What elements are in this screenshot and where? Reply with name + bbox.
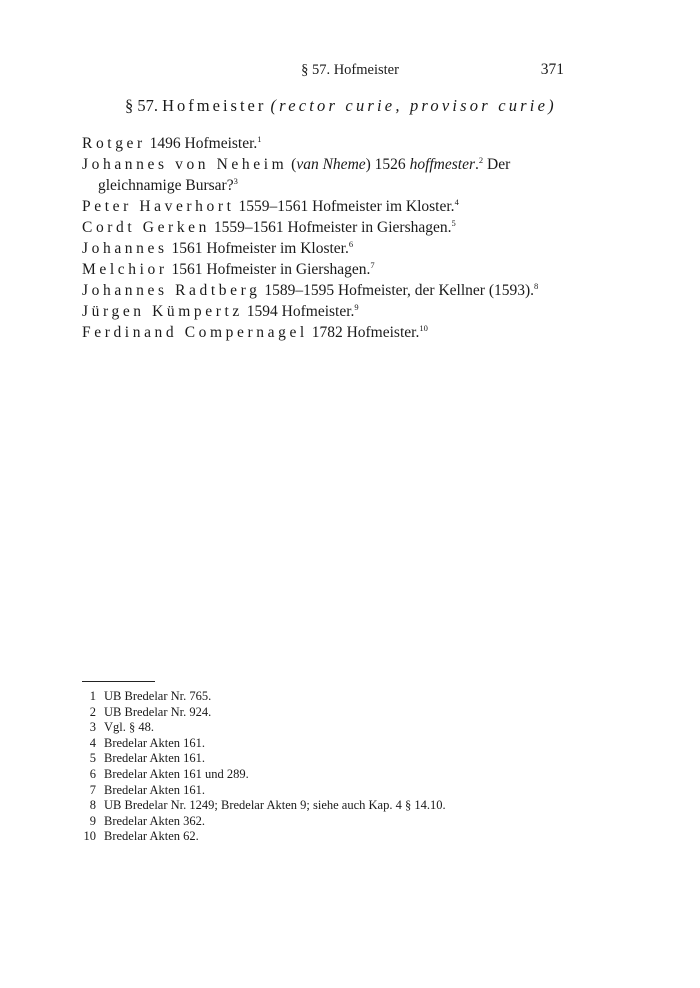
footnote bbox=[82, 705, 568, 721]
footnote bbox=[82, 736, 568, 752]
footnote bbox=[82, 814, 568, 830]
footnote-number: 9 bbox=[89, 813, 96, 828]
footnote-ref: 2 bbox=[478, 155, 484, 165]
entry bbox=[82, 155, 568, 196]
footnote-number: 1 bbox=[89, 689, 96, 703]
entry-text: 1782 Hofmeister. bbox=[307, 323, 420, 341]
entry-name: Melchior bbox=[82, 260, 168, 278]
entry bbox=[82, 302, 568, 323]
footnote-text: Bredelar Akten 362. bbox=[104, 813, 206, 828]
footnote bbox=[82, 767, 568, 783]
footnote-text: UB Bredelar Nr. 765. bbox=[104, 689, 212, 703]
footnote-text: Bredelar Akten 161. bbox=[104, 735, 206, 750]
entry-name: Jürgen Kümpertz bbox=[82, 302, 243, 320]
footnote-text: Bredelar Akten 161 und 289. bbox=[104, 766, 249, 781]
footnote-number: 2 bbox=[89, 704, 96, 719]
entry-name: Ferdinand Compernagel bbox=[82, 323, 308, 341]
entry-name: Peter Haverhort bbox=[82, 197, 235, 215]
footnote-ref: 5 bbox=[451, 217, 456, 228]
entry bbox=[82, 260, 568, 281]
entry bbox=[82, 281, 568, 302]
footnote-ref: 6 bbox=[348, 238, 354, 249]
entry-italic-text: hoffmester bbox=[409, 156, 475, 173]
footnote-text: Vgl. § 48. bbox=[104, 720, 154, 735]
footnote-number: 4 bbox=[89, 735, 96, 750]
entry-text: 1594 Hofmeister. bbox=[242, 302, 355, 320]
entry-text: 1496 Hofmeister. bbox=[145, 135, 258, 152]
entry-text: . bbox=[475, 156, 479, 173]
entry-list bbox=[82, 134, 568, 344]
footnote bbox=[82, 751, 568, 767]
entry-text: 1561 Hofmeister in Giershagen. bbox=[167, 260, 371, 278]
entry-name: Rotger bbox=[82, 135, 146, 152]
entry bbox=[82, 323, 568, 344]
footnote-number: 10 bbox=[83, 829, 96, 844]
running-title: § 57. Hofmeister bbox=[301, 62, 399, 78]
footnote-ref: 8 bbox=[534, 280, 539, 291]
footnote-number: 7 bbox=[89, 782, 96, 797]
entry-name: Johannes Radtberg bbox=[82, 281, 261, 299]
entry-text: 1559–1561 Hofmeister im Kloster. bbox=[234, 197, 455, 215]
footnote bbox=[82, 783, 568, 799]
entry bbox=[82, 197, 568, 218]
entry-text: 1589–1595 Hofmeister, der Kellner (1593). bbox=[260, 281, 535, 299]
footnote-ref: 9 bbox=[354, 301, 359, 312]
footnote-list bbox=[82, 689, 568, 845]
footnote bbox=[82, 829, 568, 845]
footnote bbox=[82, 798, 568, 814]
footnote-number: 5 bbox=[89, 751, 96, 766]
entry-name: Cordt Gerken bbox=[82, 218, 210, 236]
footnote-text: Bredelar Akten 161. bbox=[104, 751, 206, 766]
footnote-number: 6 bbox=[89, 766, 96, 781]
footnote bbox=[82, 689, 568, 705]
entry-text: 1559–1561 Hofmeister in Giershagen. bbox=[210, 218, 452, 236]
entry bbox=[82, 134, 568, 155]
entry-text: Der gleichnamige Bursar? bbox=[98, 156, 511, 194]
entry bbox=[82, 218, 568, 239]
footnote-ref: 4 bbox=[454, 196, 459, 207]
footnote-ref: 3 bbox=[233, 175, 238, 186]
entry-italic-text: van Nheme bbox=[296, 156, 366, 173]
entry-text: 1561 Hofmeister im Kloster. bbox=[167, 239, 349, 257]
page-number: 371 bbox=[540, 61, 564, 78]
footnote-ref: 7 bbox=[370, 259, 375, 270]
footnote-text: Bredelar Akten 161. bbox=[104, 782, 206, 797]
footnote-text: UB Bredelar Nr. 1249; Bredelar Akten 9; siehe auch Kap. 4 § 14.10. bbox=[104, 798, 446, 813]
footnote bbox=[82, 720, 568, 736]
entry-name: Johannes bbox=[82, 239, 168, 257]
entry-text: ( bbox=[287, 156, 297, 173]
section-number: § 57. bbox=[125, 96, 158, 115]
section-heading bbox=[125, 96, 557, 116]
section-title: Hofmeister bbox=[162, 96, 267, 115]
footnote-text: UB Bredelar Nr. 924. bbox=[104, 704, 212, 719]
entry-name: Johannes von Neheim bbox=[82, 156, 288, 173]
section-subtitle: (rector curie, provisor curie) bbox=[270, 96, 557, 115]
footnote-text: Bredelar Akten 62. bbox=[104, 829, 199, 844]
footnote-number: 3 bbox=[89, 720, 96, 735]
footnote-ref: 10 bbox=[419, 322, 428, 333]
footnote-divider bbox=[82, 681, 155, 682]
running-head bbox=[0, 62, 700, 82]
footnote-ref: 1 bbox=[257, 134, 262, 144]
footnote-number: 8 bbox=[89, 798, 96, 813]
entry bbox=[82, 239, 568, 260]
entry-text: ) 1526 bbox=[365, 156, 410, 173]
